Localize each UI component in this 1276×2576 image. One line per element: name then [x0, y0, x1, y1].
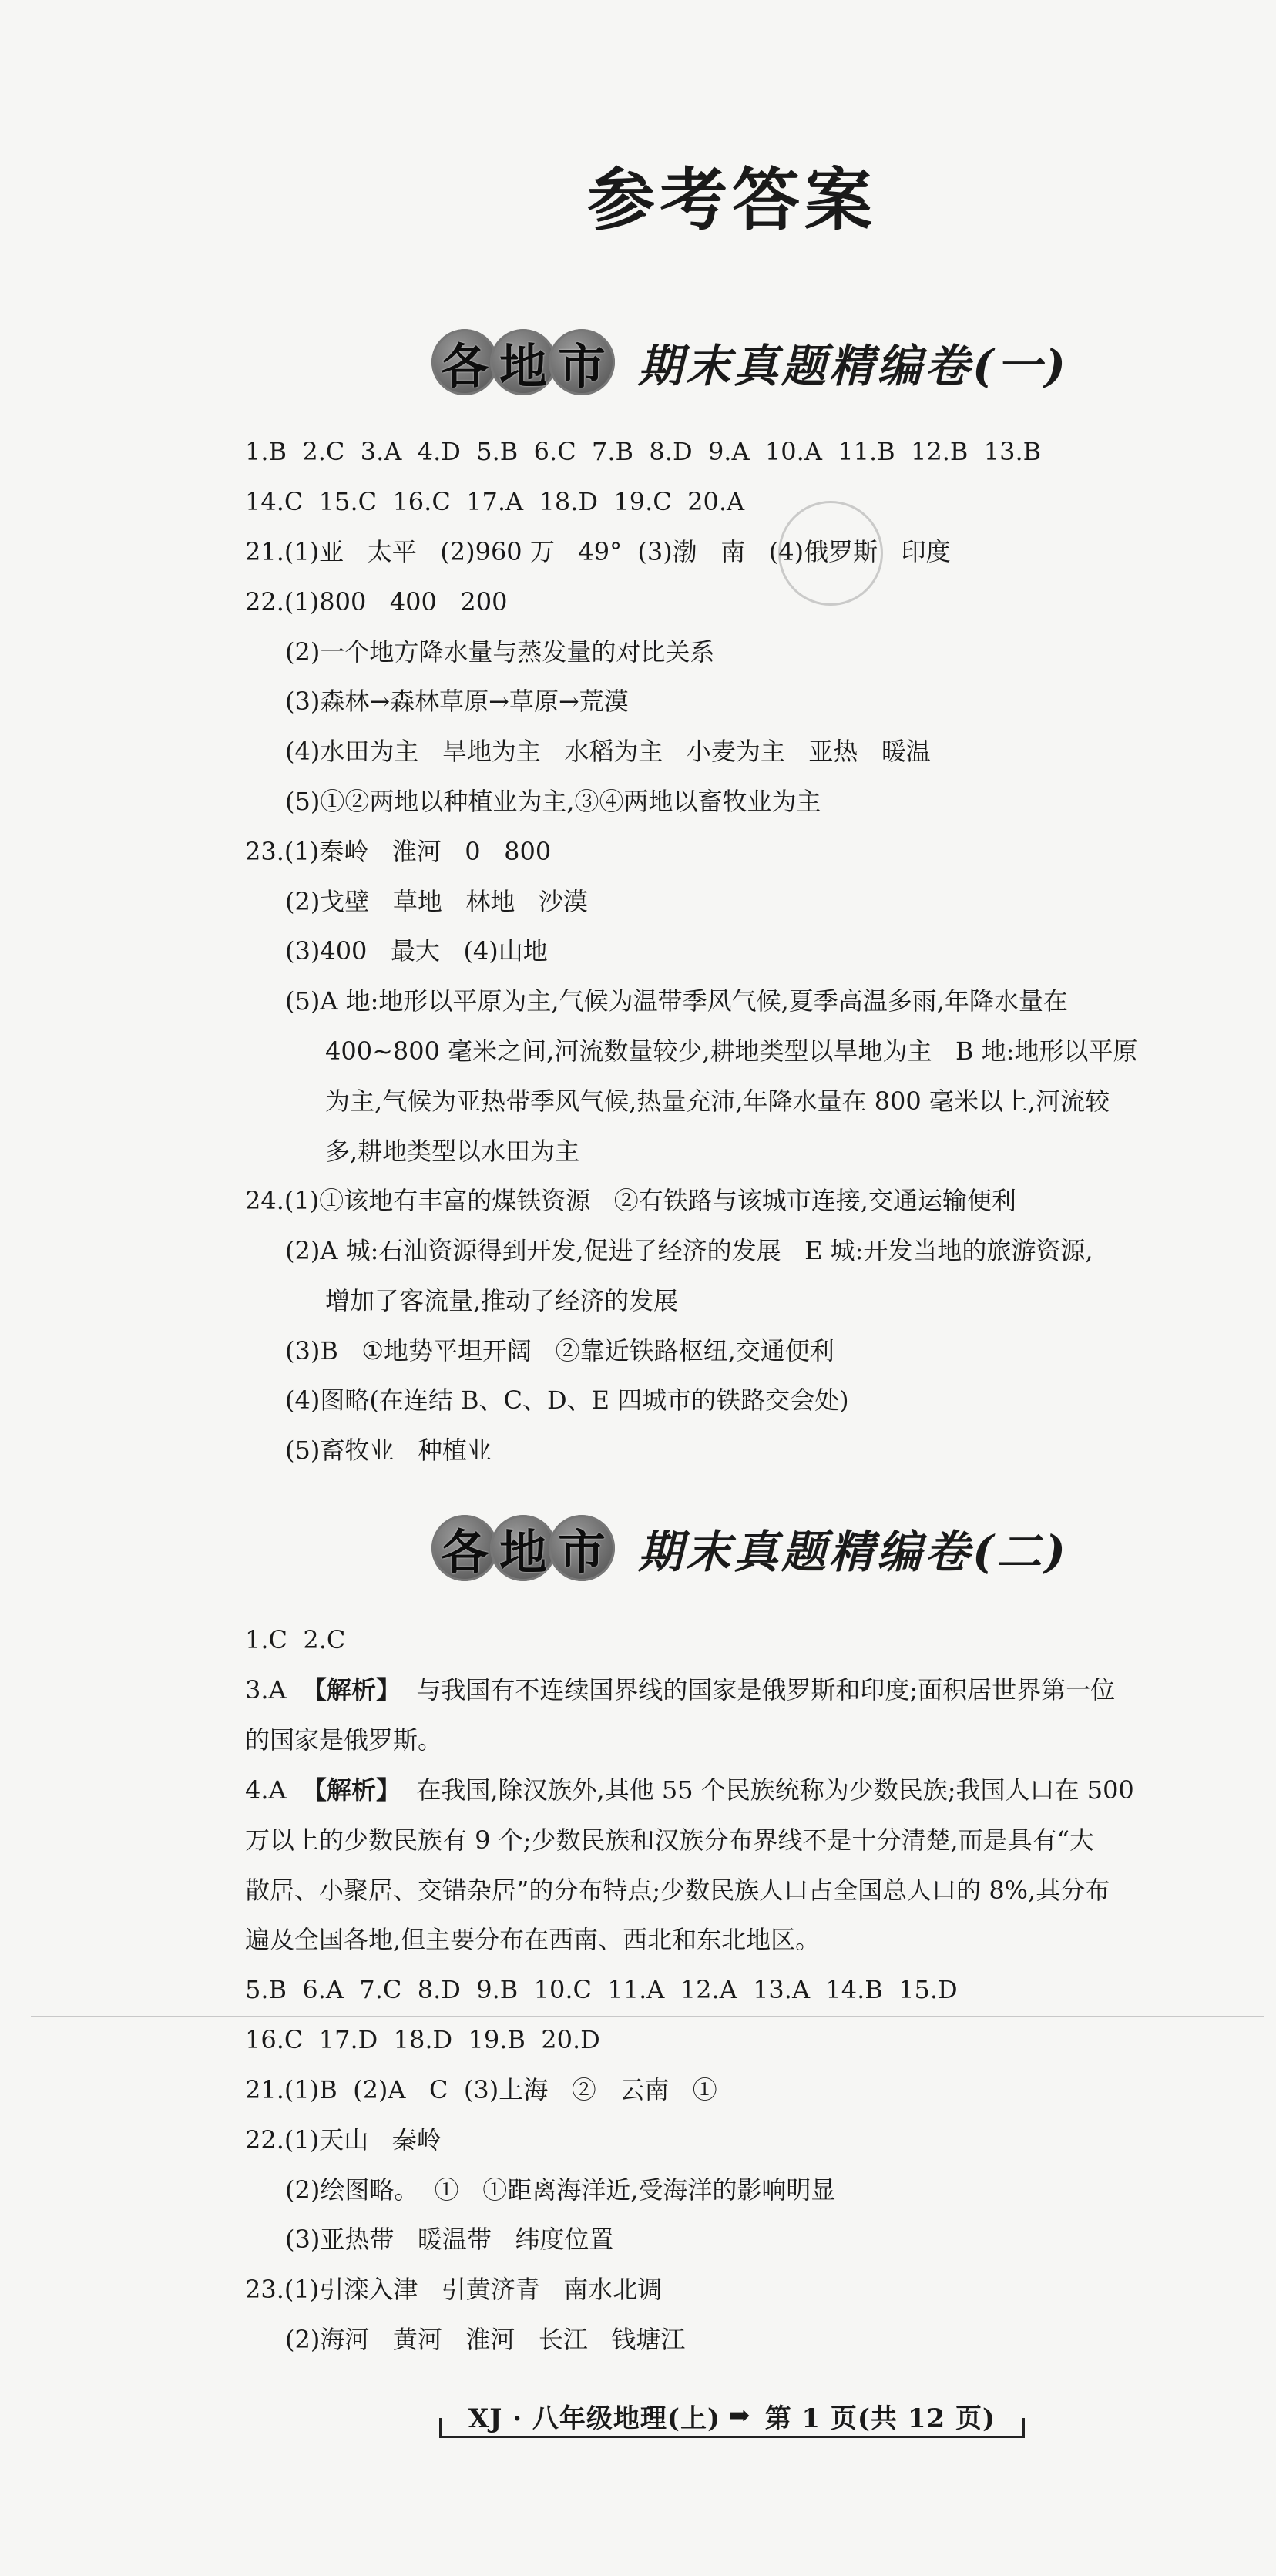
answer-line: (2)海河 黄河 淮河 长江 钱塘江	[285, 2325, 686, 2354]
arrow-right-icon: ➡	[728, 2400, 751, 2431]
section-title-2: 期末真题精编卷(二)	[638, 1526, 1069, 1578]
footer-page-number: 第 1 页(共 12 页)	[764, 2403, 996, 2434]
section-badge-1	[431, 329, 607, 395]
answer-line: (2)一个地方降水量与蒸发量的对比关系	[285, 637, 715, 667]
answer-line: 多,耕地类型以水田为主	[325, 1137, 580, 1166]
section-badge-2	[431, 1515, 607, 1581]
section-header-2	[431, 1506, 1069, 1590]
footer-tick-right	[1022, 2418, 1025, 2438]
badge-circle: 市	[549, 1515, 615, 1581]
page-divider	[31, 2016, 1264, 2017]
analysis-tag: 【解析】	[301, 1775, 401, 1805]
badge-circle: 各	[431, 329, 498, 395]
answer-line: (3)400 最大 (4)山地	[285, 936, 548, 966]
answer-line: 遍及全国各地,但主要分布在西南、西北和东北地区。	[245, 1925, 821, 1954]
footer-subject: XJ · 八年级地理(上)	[468, 2403, 721, 2434]
analysis-tag: 【解析】	[301, 1675, 401, 1704]
answer-line: 22.(1)天山 秦岭	[245, 2125, 442, 2155]
answer-line: (2)A 城:石油资源得到开发,促进了经济的发展 E 城:开发当地的旅游资源,	[285, 1236, 1093, 1265]
answer-line: (4)图略(在连结 B、C、D、E 四城市的铁路交会处)	[285, 1385, 849, 1415]
answer-line: 21.(1)亚 太平 (2)960 万 49° (3)渤 南 (4)俄罗斯 印度	[245, 537, 951, 566]
answer-line: (4)水田为主 旱地为主 水稻为主 小麦为主 亚热 暖温	[285, 737, 931, 766]
answer-line: 1.C 2.C	[245, 1625, 346, 1654]
answer-line: 14.C 15.C 16.C 17.A 18.D 19.C 20.A	[245, 487, 745, 516]
answer-line: 为主,气候为亚热带季风气候,热量充沛,年降水量在 800 毫米以上,河流较	[325, 1086, 1110, 1116]
answer-line: (5)畜牧业 种植业	[285, 1436, 492, 1465]
answer-line: 21.(1)B (2)A C (3)上海 ② 云南 ①	[245, 2075, 717, 2104]
answer-line: 5.B 6.A 7.C 8.D 9.B 10.C 11.A 12.A 13.A 14.B 15.D	[245, 1975, 958, 2004]
badge-circle: 各	[431, 1515, 498, 1581]
answer-line: 16.C 17.D 18.D 19.B 20.D	[245, 2025, 600, 2054]
answer-line: 400~800 毫米之间,河流数量较少,耕地类型以旱地为主 B 地:地形以平原	[325, 1036, 1138, 1066]
footer-rule	[439, 2436, 1025, 2438]
answer-line: 23.(1)秦岭 淮河 0 800	[245, 837, 552, 866]
answer-line: 4.A 【解析】 在我国,除汉族外,其他 55 个民族统称为少数民族;我国人口在 500	[245, 1775, 1134, 1805]
badge-circle: 地	[490, 329, 556, 395]
answer-line: 增加了客流量,推动了经济的发展	[325, 1286, 679, 1315]
page-title: 参考答案	[586, 160, 877, 240]
footer-tick-left	[439, 2418, 442, 2438]
answer-line: (2)戈壁 草地 林地 沙漠	[285, 887, 588, 916]
answer-line: 散居、小聚居、交错杂居”的分布特点;少数民族人口占全国总人口的 8%,其分布	[245, 1876, 1110, 1905]
answer-line: 23.(1)引滦入津 引黄济青 南水北调	[245, 2275, 663, 2304]
badge-circle: 市	[549, 329, 615, 395]
answer-line: 24.(1)①该地有丰富的煤铁资源 ②有铁路与该城市连接,交通运输便利	[245, 1186, 1016, 1215]
answer-line: 22.(1)800 400 200	[245, 587, 508, 616]
answer-line: 1.B 2.C 3.A 4.D 5.B 6.C 7.B 8.D 9.A 10.A 11.B 12.B 13.B	[245, 437, 1042, 466]
answer-line: (3)森林→森林草原→草原→荒漠	[285, 687, 629, 716]
answer-line: (3)亚热带 暖温带 纬度位置	[285, 2225, 614, 2254]
page-footer	[439, 2393, 1025, 2438]
answer-line: (2)绘图略。 ① ①距离海洋近,受海洋的影响明显	[285, 2175, 836, 2205]
section-title-1: 期末真题精编卷(一)	[638, 340, 1069, 392]
watermark-stamp	[778, 501, 883, 606]
answer-line: 万以上的少数民族有 9 个;少数民族和汉族分布界线不是十分清楚,而是具有“大	[245, 1825, 1095, 1855]
badge-circle: 地	[490, 1515, 556, 1581]
section-header-1	[431, 320, 1069, 405]
answer-line: 的国家是俄罗斯。	[245, 1725, 443, 1755]
answer-line: 3.A 【解析】 与我国有不连续国界线的国家是俄罗斯和印度;面积居世界第一位	[245, 1675, 1116, 1704]
answer-line: (3)B ①地势平坦开阔 ②靠近铁路枢纽,交通便利	[285, 1336, 834, 1365]
answer-line: (5)①②两地以种植业为主,③④两地以畜牧业为主	[285, 787, 821, 816]
answer-line: (5)A 地:地形以平原为主,气候为温带季风气候,夏季高温多雨,年降水量在	[285, 986, 1068, 1016]
